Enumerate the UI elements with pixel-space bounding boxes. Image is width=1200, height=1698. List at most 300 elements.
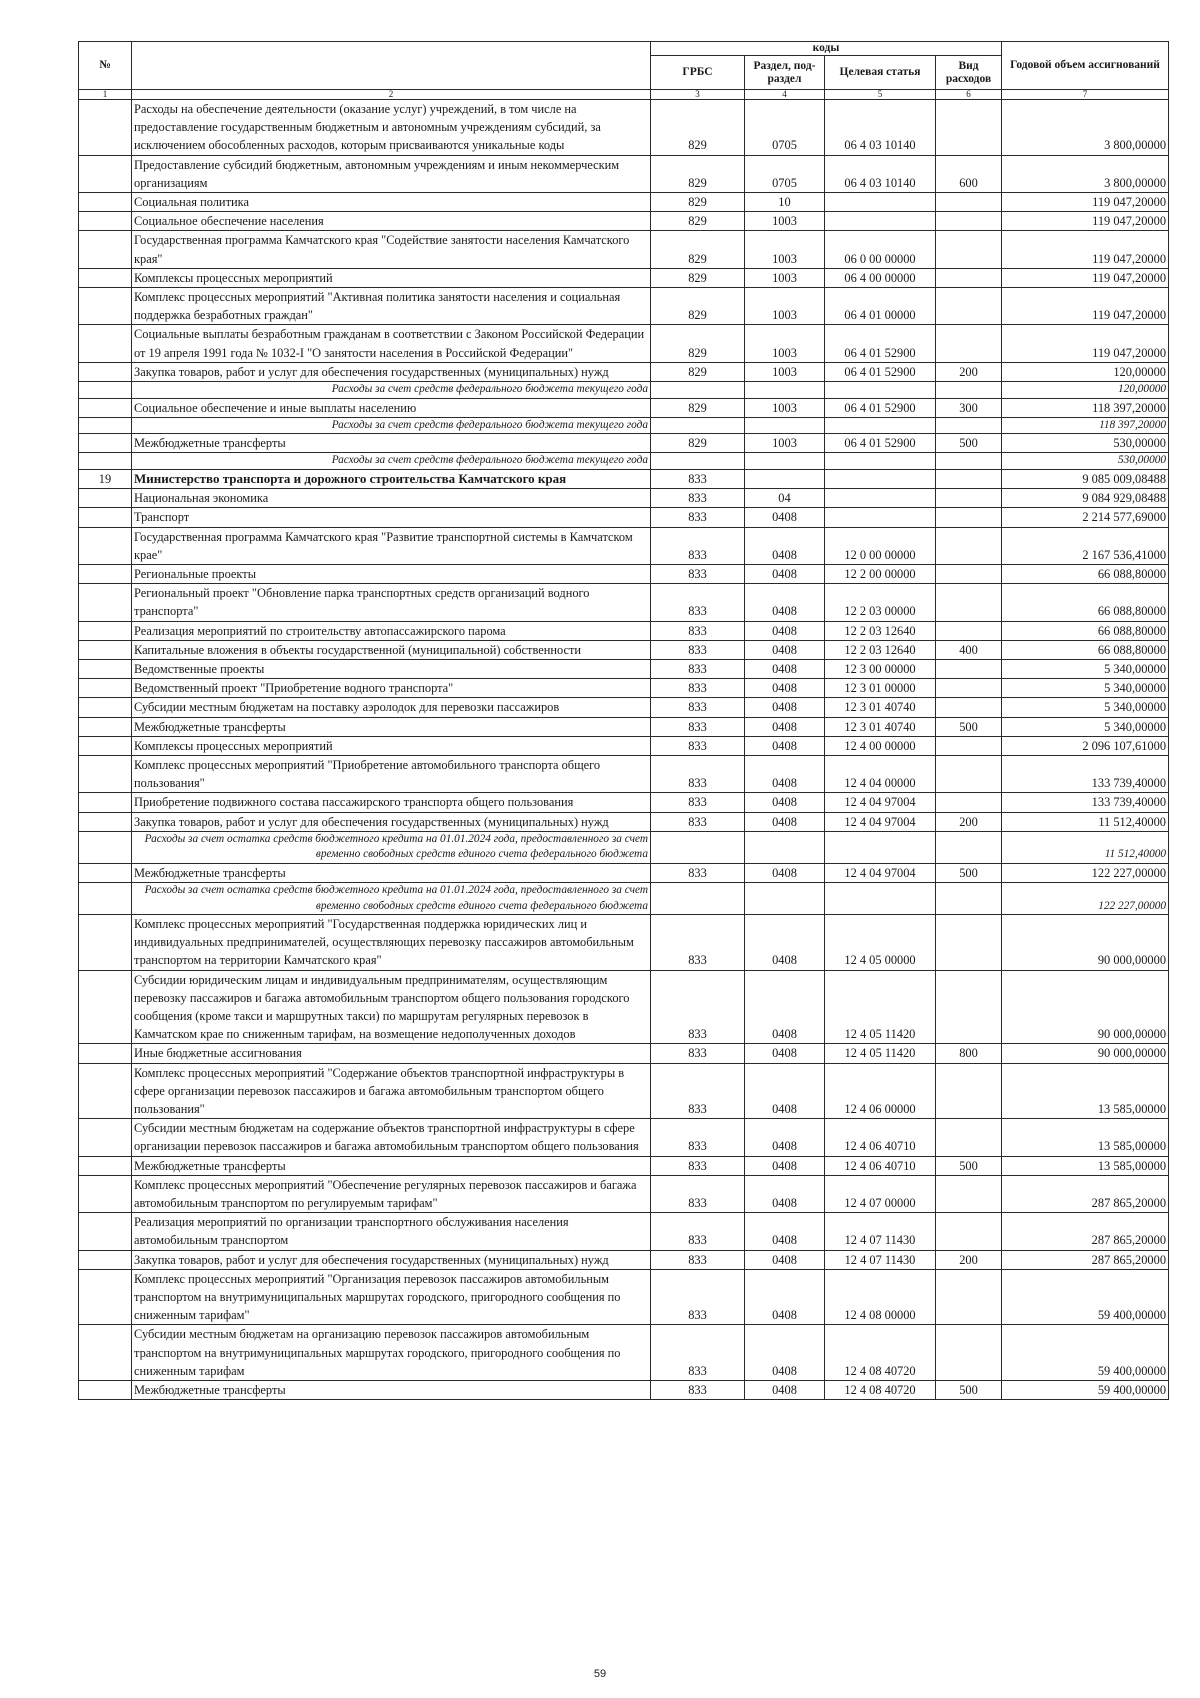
table-row bbox=[79, 212, 1169, 231]
colnum: 4 bbox=[745, 90, 825, 100]
row-sum: 90 000,00000 bbox=[1002, 970, 1169, 1044]
row-sum: 2 167 536,41000 bbox=[1002, 527, 1169, 564]
row-target: 12 4 06 40710 bbox=[825, 1119, 936, 1156]
row-name: Предоставление субсидий бюджетным, автономным учреждениям и иным некоммерческим организациям bbox=[132, 155, 651, 192]
row-sum: 120,00000 bbox=[1002, 382, 1169, 399]
row-type: 500 bbox=[936, 717, 1002, 736]
row-number bbox=[79, 193, 132, 212]
row-sum: 5 340,00000 bbox=[1002, 698, 1169, 717]
row-section: 1003 bbox=[745, 231, 825, 268]
row-section bbox=[745, 417, 825, 434]
row-type bbox=[936, 212, 1002, 231]
row-sum: 119 047,20000 bbox=[1002, 288, 1169, 325]
row-section: 0408 bbox=[745, 1381, 825, 1400]
row-grbs: 833 bbox=[651, 1156, 745, 1175]
row-target: 12 3 00 00000 bbox=[825, 659, 936, 678]
row-grbs bbox=[651, 382, 745, 399]
row-type bbox=[936, 970, 1002, 1044]
table-row bbox=[79, 155, 1169, 192]
row-section: 0408 bbox=[745, 564, 825, 583]
row-section bbox=[745, 883, 825, 915]
row-target bbox=[825, 453, 936, 470]
colnum: 3 bbox=[651, 90, 745, 100]
table-row bbox=[79, 100, 1169, 156]
table-row bbox=[79, 1213, 1169, 1250]
row-name: Ведомственные проекты bbox=[132, 659, 651, 678]
row-number bbox=[79, 1175, 132, 1212]
row-target: 06 4 00 00000 bbox=[825, 268, 936, 287]
row-target bbox=[825, 489, 936, 508]
row-type bbox=[936, 231, 1002, 268]
row-grbs: 829 bbox=[651, 398, 745, 417]
row-name: Комплекс процессных мероприятий "Содержание объектов транспортной инфраструктуры в сфере организации перевозок пассажиров и багажа автомобильным транспортом общего пользования" bbox=[132, 1063, 651, 1119]
row-section: 0408 bbox=[745, 679, 825, 698]
row-grbs: 833 bbox=[651, 970, 745, 1044]
row-grbs: 833 bbox=[651, 564, 745, 583]
row-sum: 2 214 577,69000 bbox=[1002, 508, 1169, 527]
row-type bbox=[936, 268, 1002, 287]
table-row bbox=[79, 698, 1169, 717]
row-number bbox=[79, 915, 132, 971]
row-section: 1003 bbox=[745, 288, 825, 325]
row-sum: 3 800,00000 bbox=[1002, 155, 1169, 192]
row-number bbox=[79, 325, 132, 362]
row-sum: 119 047,20000 bbox=[1002, 325, 1169, 362]
row-section: 0408 bbox=[745, 640, 825, 659]
row-number bbox=[79, 717, 132, 736]
row-name: Региональный проект "Обновление парка транспортных средств организаций водного транспорта" bbox=[132, 584, 651, 621]
table-row bbox=[79, 398, 1169, 417]
row-sum: 133 739,40000 bbox=[1002, 756, 1169, 793]
row-section: 0408 bbox=[745, 527, 825, 564]
row-grbs bbox=[651, 417, 745, 434]
row-sum: 66 088,80000 bbox=[1002, 584, 1169, 621]
row-target: 06 4 01 52900 bbox=[825, 434, 936, 453]
row-name: Расходы за счет средств федерального бюджета текущего года bbox=[132, 417, 651, 434]
row-target: 12 4 06 00000 bbox=[825, 1063, 936, 1119]
row-number bbox=[79, 883, 132, 915]
row-section bbox=[745, 382, 825, 399]
row-name: Расходы за счет средств федерального бюджета текущего года bbox=[132, 382, 651, 399]
row-sum: 122 227,00000 bbox=[1002, 883, 1169, 915]
row-sum: 530,00000 bbox=[1002, 453, 1169, 470]
row-number bbox=[79, 756, 132, 793]
row-sum: 119 047,20000 bbox=[1002, 268, 1169, 287]
row-type bbox=[936, 679, 1002, 698]
row-target bbox=[825, 193, 936, 212]
row-type: 200 bbox=[936, 362, 1002, 381]
table-row bbox=[79, 1269, 1169, 1325]
table-row bbox=[79, 193, 1169, 212]
row-target: 06 4 03 10140 bbox=[825, 100, 936, 156]
row-type bbox=[936, 469, 1002, 488]
table-row bbox=[79, 1381, 1169, 1400]
row-grbs: 833 bbox=[651, 793, 745, 812]
row-type bbox=[936, 508, 1002, 527]
row-name: Комплексы процессных мероприятий bbox=[132, 736, 651, 755]
row-number bbox=[79, 434, 132, 453]
row-sum: 5 340,00000 bbox=[1002, 679, 1169, 698]
table-row bbox=[79, 812, 1169, 831]
row-grbs: 833 bbox=[651, 527, 745, 564]
row-type: 800 bbox=[936, 1044, 1002, 1063]
header-target: Целевая статья bbox=[825, 56, 936, 90]
row-type: 500 bbox=[936, 434, 1002, 453]
row-section: 0408 bbox=[745, 793, 825, 812]
table-row bbox=[79, 362, 1169, 381]
row-name: Комплекс процессных мероприятий "Государственная поддержка юридических лиц и индивидуальных предпринимателей, осуществляющих перевозку пассажиров автомобильным транспортом на территории Камчатского края" bbox=[132, 915, 651, 971]
row-number bbox=[79, 621, 132, 640]
row-target: 12 2 00 00000 bbox=[825, 564, 936, 583]
table-row bbox=[79, 1063, 1169, 1119]
row-grbs: 833 bbox=[651, 915, 745, 971]
row-grbs: 833 bbox=[651, 469, 745, 488]
row-name: Межбюджетные трансферты bbox=[132, 717, 651, 736]
table-row bbox=[79, 288, 1169, 325]
row-grbs: 833 bbox=[651, 489, 745, 508]
row-number bbox=[79, 231, 132, 268]
row-target: 06 4 01 52900 bbox=[825, 398, 936, 417]
row-number bbox=[79, 268, 132, 287]
row-target: 06 4 01 00000 bbox=[825, 288, 936, 325]
row-grbs: 829 bbox=[651, 100, 745, 156]
row-sum: 287 865,20000 bbox=[1002, 1213, 1169, 1250]
page-number: 59 bbox=[593, 1668, 607, 1680]
row-sum: 11 512,40000 bbox=[1002, 831, 1169, 863]
row-grbs: 829 bbox=[651, 268, 745, 287]
table-note-row bbox=[79, 831, 1169, 863]
row-type bbox=[936, 193, 1002, 212]
table-row bbox=[79, 659, 1169, 678]
row-sum: 59 400,00000 bbox=[1002, 1381, 1169, 1400]
row-grbs: 833 bbox=[651, 756, 745, 793]
row-type: 600 bbox=[936, 155, 1002, 192]
row-type bbox=[936, 527, 1002, 564]
row-grbs: 833 bbox=[651, 679, 745, 698]
row-name: Социальное обеспечение и иные выплаты населению bbox=[132, 398, 651, 417]
row-target: 06 4 03 10140 bbox=[825, 155, 936, 192]
row-type bbox=[936, 489, 1002, 508]
header-volume: Годовой объем ассигнований bbox=[1002, 42, 1169, 90]
table-row bbox=[79, 1119, 1169, 1156]
row-sum: 122 227,00000 bbox=[1002, 863, 1169, 882]
row-number bbox=[79, 1044, 132, 1063]
table-row bbox=[79, 1156, 1169, 1175]
row-grbs: 829 bbox=[651, 362, 745, 381]
row-target: 12 4 04 97004 bbox=[825, 793, 936, 812]
row-name: Межбюджетные трансферты bbox=[132, 1156, 651, 1175]
row-number bbox=[79, 736, 132, 755]
table-note-row bbox=[79, 883, 1169, 915]
row-target: 12 3 01 40740 bbox=[825, 717, 936, 736]
table-row bbox=[79, 489, 1169, 508]
row-type: 500 bbox=[936, 1381, 1002, 1400]
row-name: Комплекс процессных мероприятий "Обеспечение регулярных перевозок пассажиров и багажа автомобильным транспортом по регулируемым тарифам" bbox=[132, 1175, 651, 1212]
row-number bbox=[79, 659, 132, 678]
row-target: 12 4 04 97004 bbox=[825, 863, 936, 882]
row-grbs: 833 bbox=[651, 1381, 745, 1400]
row-grbs bbox=[651, 883, 745, 915]
row-grbs: 833 bbox=[651, 736, 745, 755]
row-number bbox=[79, 679, 132, 698]
header-section: Раздел, под-раздел bbox=[745, 56, 825, 90]
row-number bbox=[79, 640, 132, 659]
row-section: 0408 bbox=[745, 1063, 825, 1119]
row-number bbox=[79, 1156, 132, 1175]
table-row bbox=[79, 1250, 1169, 1269]
row-section: 0408 bbox=[745, 508, 825, 527]
row-grbs: 833 bbox=[651, 584, 745, 621]
row-sum: 118 397,20000 bbox=[1002, 398, 1169, 417]
row-name: Транспорт bbox=[132, 508, 651, 527]
row-section: 0408 bbox=[745, 812, 825, 831]
row-section: 1003 bbox=[745, 434, 825, 453]
row-sum: 9 084 929,08488 bbox=[1002, 489, 1169, 508]
row-target: 12 4 08 00000 bbox=[825, 1269, 936, 1325]
table-row bbox=[79, 231, 1169, 268]
table-note-row bbox=[79, 453, 1169, 470]
row-type bbox=[936, 453, 1002, 470]
row-target: 06 4 01 52900 bbox=[825, 362, 936, 381]
row-target: 12 4 04 97004 bbox=[825, 812, 936, 831]
row-target: 12 4 06 40710 bbox=[825, 1156, 936, 1175]
row-number bbox=[79, 212, 132, 231]
row-target: 12 4 04 00000 bbox=[825, 756, 936, 793]
row-name: Приобретение подвижного состава пассажирского транспорта общего пользования bbox=[132, 793, 651, 812]
row-type bbox=[936, 915, 1002, 971]
row-section: 10 bbox=[745, 193, 825, 212]
row-number bbox=[79, 508, 132, 527]
row-section: 0408 bbox=[745, 1269, 825, 1325]
row-type bbox=[936, 1175, 1002, 1212]
row-target bbox=[825, 417, 936, 434]
row-number bbox=[79, 698, 132, 717]
row-type bbox=[936, 698, 1002, 717]
table-row bbox=[79, 268, 1169, 287]
row-target: 12 4 07 11430 bbox=[825, 1250, 936, 1269]
table-row bbox=[79, 717, 1169, 736]
row-target: 06 0 00 00000 bbox=[825, 231, 936, 268]
row-grbs: 829 bbox=[651, 288, 745, 325]
table-note-row bbox=[79, 382, 1169, 399]
row-type: 500 bbox=[936, 863, 1002, 882]
row-target bbox=[825, 508, 936, 527]
row-grbs: 833 bbox=[651, 508, 745, 527]
row-sum: 530,00000 bbox=[1002, 434, 1169, 453]
row-name: Региональные проекты bbox=[132, 564, 651, 583]
row-grbs: 833 bbox=[651, 1063, 745, 1119]
row-grbs: 833 bbox=[651, 812, 745, 831]
row-target: 12 2 03 12640 bbox=[825, 640, 936, 659]
row-name: Комплекс процессных мероприятий "Активная политика занятости населения и социальная поддержка безработных граждан" bbox=[132, 288, 651, 325]
row-grbs: 833 bbox=[651, 1325, 745, 1381]
row-number bbox=[79, 1269, 132, 1325]
row-section: 1003 bbox=[745, 362, 825, 381]
row-type: 300 bbox=[936, 398, 1002, 417]
row-sum: 118 397,20000 bbox=[1002, 417, 1169, 434]
row-name: Расходы на обеспечение деятельности (оказание услуг) учреждений, в том числе на предоставление государственным бюджетным и автономным учреждениям субсидий, за исключением обособленных расходов, которым присваиваются уникальные коды bbox=[132, 100, 651, 156]
row-grbs: 833 bbox=[651, 640, 745, 659]
row-name: Социальное обеспечение населения bbox=[132, 212, 651, 231]
row-sum: 13 585,00000 bbox=[1002, 1156, 1169, 1175]
row-sum: 13 585,00000 bbox=[1002, 1063, 1169, 1119]
row-section: 0408 bbox=[745, 1325, 825, 1381]
row-section: 0408 bbox=[745, 1119, 825, 1156]
row-type bbox=[936, 382, 1002, 399]
row-type bbox=[936, 1119, 1002, 1156]
row-name: Комплексы процессных мероприятий bbox=[132, 268, 651, 287]
row-grbs: 829 bbox=[651, 212, 745, 231]
row-name: Государственная программа Камчатского края "Содействие занятости населения Камчатского края" bbox=[132, 231, 651, 268]
row-sum: 133 739,40000 bbox=[1002, 793, 1169, 812]
row-grbs: 829 bbox=[651, 193, 745, 212]
row-sum: 119 047,20000 bbox=[1002, 212, 1169, 231]
table-row bbox=[79, 1175, 1169, 1212]
row-name: Субсидии местным бюджетам на содержание объектов транспортной инфраструктуры в сфере организации перевозок пассажиров и багажа автомобильным транспортом общего пользования bbox=[132, 1119, 651, 1156]
row-section bbox=[745, 469, 825, 488]
colnum: 7 bbox=[1002, 90, 1169, 100]
row-number bbox=[79, 155, 132, 192]
row-type bbox=[936, 325, 1002, 362]
colnum: 6 bbox=[936, 90, 1002, 100]
header-type: Вид расходов bbox=[936, 56, 1002, 90]
row-sum: 119 047,20000 bbox=[1002, 193, 1169, 212]
column-number-row bbox=[79, 90, 1169, 100]
row-grbs: 833 bbox=[651, 621, 745, 640]
table-row bbox=[79, 863, 1169, 882]
row-section bbox=[745, 453, 825, 470]
row-type bbox=[936, 736, 1002, 755]
row-section: 0408 bbox=[745, 717, 825, 736]
row-section: 0408 bbox=[745, 698, 825, 717]
row-type bbox=[936, 793, 1002, 812]
header-codes: коды bbox=[651, 42, 1002, 56]
row-name: Расходы за счет средств федерального бюджета текущего года bbox=[132, 453, 651, 470]
table-row bbox=[79, 508, 1169, 527]
table-row bbox=[79, 584, 1169, 621]
table-row bbox=[79, 621, 1169, 640]
row-section: 0408 bbox=[745, 1250, 825, 1269]
row-name: Межбюджетные трансферты bbox=[132, 863, 651, 882]
row-section: 0408 bbox=[745, 1175, 825, 1212]
row-type: 200 bbox=[936, 1250, 1002, 1269]
row-number bbox=[79, 863, 132, 882]
row-type bbox=[936, 564, 1002, 583]
table-row bbox=[79, 1325, 1169, 1381]
row-number bbox=[79, 564, 132, 583]
row-grbs: 829 bbox=[651, 325, 745, 362]
row-target: 12 2 03 12640 bbox=[825, 621, 936, 640]
row-target: 12 4 07 11430 bbox=[825, 1213, 936, 1250]
row-sum: 119 047,20000 bbox=[1002, 231, 1169, 268]
row-name: Расходы за счет остатка средств бюджетного кредита на 01.01.2024 года, предоставленного за счет временно свободных средств единого счета федерального бюджета bbox=[132, 883, 651, 915]
row-target bbox=[825, 212, 936, 231]
row-number bbox=[79, 1063, 132, 1119]
row-type bbox=[936, 100, 1002, 156]
table-row bbox=[79, 736, 1169, 755]
row-number bbox=[79, 1325, 132, 1381]
row-grbs: 833 bbox=[651, 1269, 745, 1325]
row-sum: 3 800,00000 bbox=[1002, 100, 1169, 156]
row-section: 0408 bbox=[745, 970, 825, 1044]
row-grbs: 833 bbox=[651, 1044, 745, 1063]
row-grbs: 833 bbox=[651, 1119, 745, 1156]
header-num: № bbox=[79, 42, 132, 90]
row-sum: 287 865,20000 bbox=[1002, 1250, 1169, 1269]
row-name: Реализация мероприятий по строительству автопассажирского парома bbox=[132, 621, 651, 640]
table-row bbox=[79, 1044, 1169, 1063]
row-name: Капитальные вложения в объекты государственной (муниципальной) собственности bbox=[132, 640, 651, 659]
row-name: Комплекс процессных мероприятий "Приобретение автомобильного транспорта общего пользования" bbox=[132, 756, 651, 793]
row-type: 400 bbox=[936, 640, 1002, 659]
table-note-row bbox=[79, 417, 1169, 434]
row-target bbox=[825, 469, 936, 488]
row-number bbox=[79, 1119, 132, 1156]
row-name: Комплекс процессных мероприятий "Организация перевозок пассажиров автомобильным транспортом на внутримуниципальных маршрутах городского, пригородного сообщения по сниженным тарифам" bbox=[132, 1269, 651, 1325]
table-row bbox=[79, 564, 1169, 583]
row-grbs: 829 bbox=[651, 231, 745, 268]
row-type bbox=[936, 883, 1002, 915]
row-section: 0408 bbox=[745, 1213, 825, 1250]
row-name: Межбюджетные трансферты bbox=[132, 434, 651, 453]
row-number bbox=[79, 831, 132, 863]
row-target: 12 0 00 00000 bbox=[825, 527, 936, 564]
row-target: 06 4 01 52900 bbox=[825, 325, 936, 362]
row-name: Межбюджетные трансферты bbox=[132, 1381, 651, 1400]
row-target: 12 4 07 00000 bbox=[825, 1175, 936, 1212]
row-target: 12 4 05 11420 bbox=[825, 970, 936, 1044]
row-sum: 66 088,80000 bbox=[1002, 640, 1169, 659]
row-grbs: 833 bbox=[651, 717, 745, 736]
row-number bbox=[79, 417, 132, 434]
row-target: 12 4 05 11420 bbox=[825, 1044, 936, 1063]
table-row bbox=[79, 434, 1169, 453]
table-row bbox=[79, 325, 1169, 362]
row-name: Субсидии местным бюджетам на поставку аэролодок для перевозки пассажиров bbox=[132, 698, 651, 717]
budget-table bbox=[78, 41, 1169, 1400]
row-type bbox=[936, 584, 1002, 621]
row-section: 0408 bbox=[745, 584, 825, 621]
row-target: 12 4 08 40720 bbox=[825, 1325, 936, 1381]
row-section: 0408 bbox=[745, 863, 825, 882]
row-type bbox=[936, 756, 1002, 793]
row-name: Закупка товаров, работ и услуг для обеспечения государственных (муниципальных) нужд bbox=[132, 812, 651, 831]
row-target: 12 3 01 40740 bbox=[825, 698, 936, 717]
table-row bbox=[79, 756, 1169, 793]
budget-sheet bbox=[78, 41, 1168, 1400]
row-sum: 5 340,00000 bbox=[1002, 659, 1169, 678]
row-type bbox=[936, 1325, 1002, 1381]
row-sum: 11 512,40000 bbox=[1002, 812, 1169, 831]
row-target: 12 3 01 00000 bbox=[825, 679, 936, 698]
row-sum: 120,00000 bbox=[1002, 362, 1169, 381]
table-row bbox=[79, 793, 1169, 812]
row-name: Субсидии юридическим лицам и индивидуальным предпринимателям, осуществляющим перевозку пассажиров и багажа автомобильным транспортом общего пользования городского сообщения (кроме такси и маршрутных такси) по маршрутам регулярных перевозок в Камчатском крае по сниженным тарифам, на возмещение недополученных доходов bbox=[132, 970, 651, 1044]
row-grbs: 833 bbox=[651, 659, 745, 678]
row-grbs: 833 bbox=[651, 698, 745, 717]
row-section: 1003 bbox=[745, 398, 825, 417]
row-type: 500 bbox=[936, 1156, 1002, 1175]
table-row bbox=[79, 970, 1169, 1044]
row-section: 1003 bbox=[745, 212, 825, 231]
row-name: Министерство транспорта и дорожного строительства Камчатского края bbox=[132, 469, 651, 488]
row-number bbox=[79, 970, 132, 1044]
row-name: Ведомственный проект "Приобретение водного транспорта" bbox=[132, 679, 651, 698]
row-sum: 66 088,80000 bbox=[1002, 564, 1169, 583]
row-type bbox=[936, 1063, 1002, 1119]
row-grbs bbox=[651, 831, 745, 863]
row-number bbox=[79, 489, 132, 508]
